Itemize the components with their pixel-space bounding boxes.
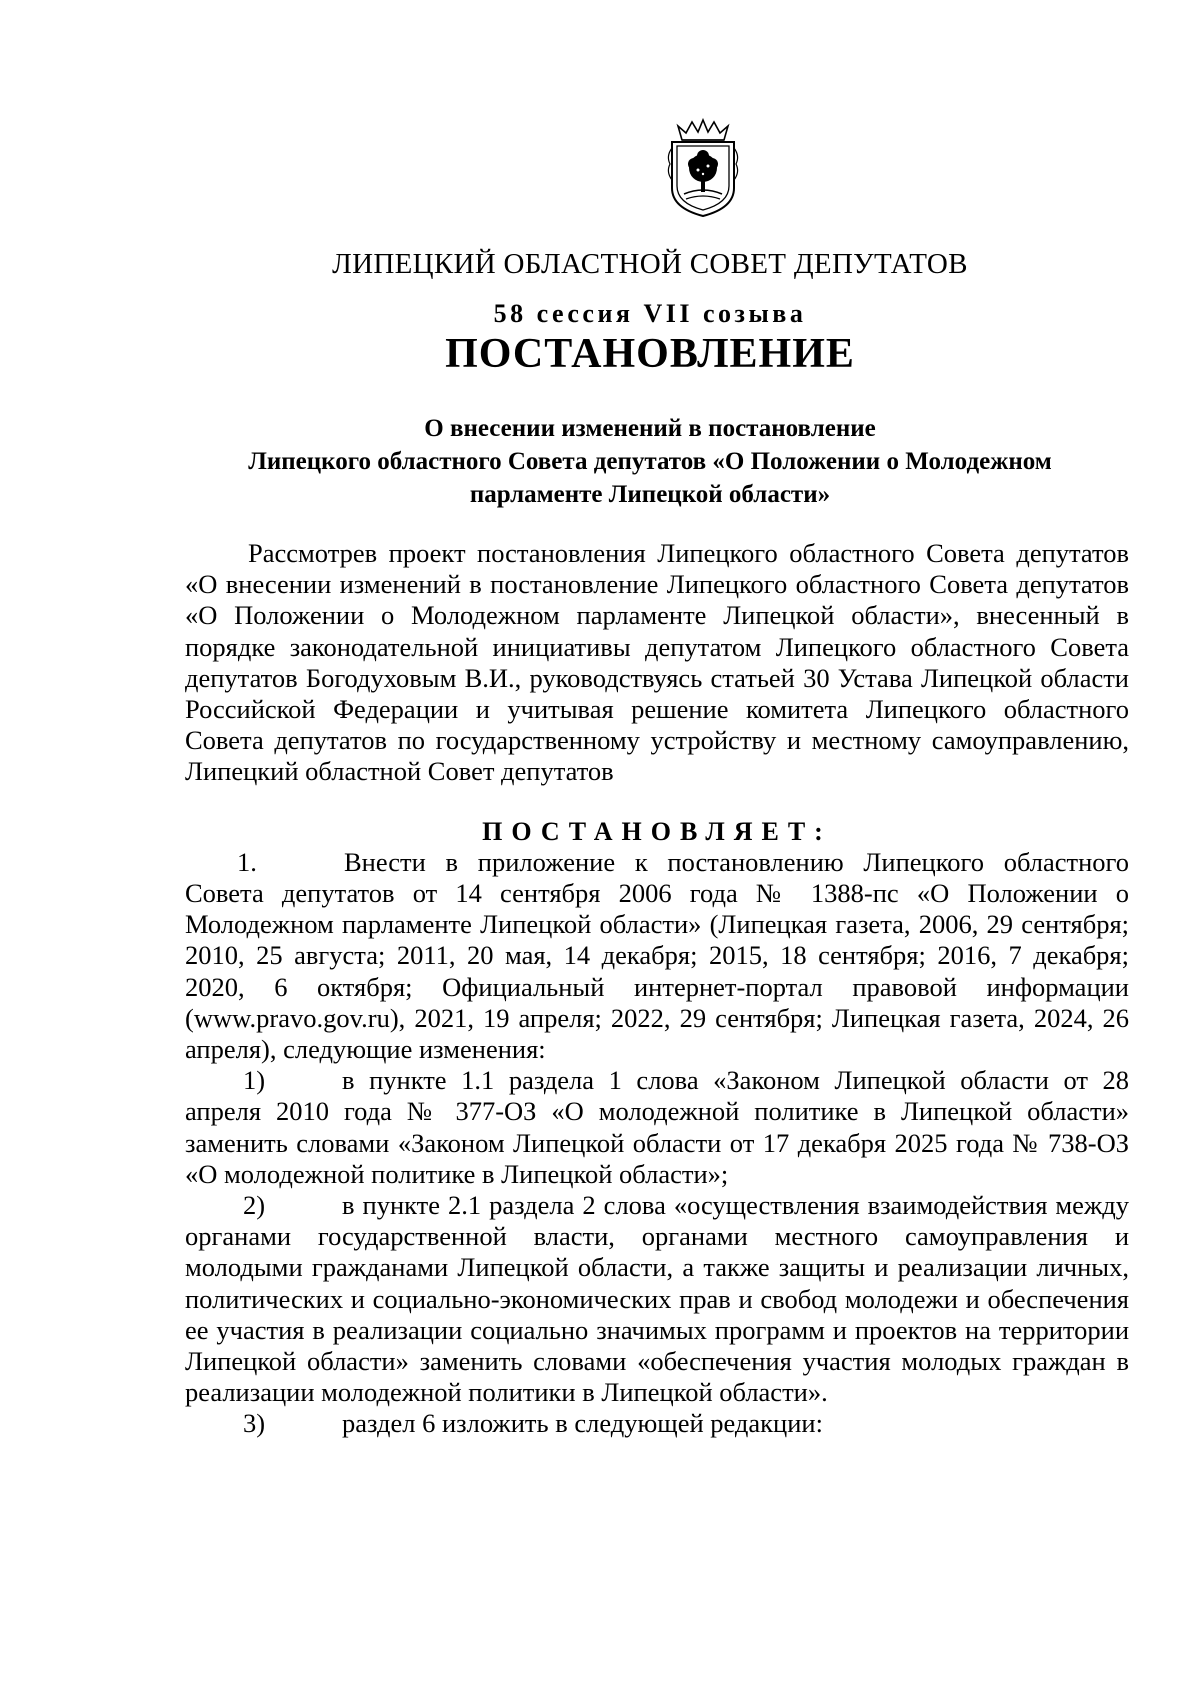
item-1: [185, 847, 1129, 1065]
subitem-text: в пункте 2.1 раздела 2 слова «осуществления взаимодействия между органами государственной власти, органами местного самоуправления и молодыми гражданами Липецкой области, а также защиты и реализации личных, политических и социально-экономических прав и свобод молодежи и обеспечения ее участия в реализации социально значимых программ и проектов на территории Липецкой области» заменить словами «обеспечения участия молодых граждан в реализации молодежной политики в Липецкой области».: [185, 1190, 1129, 1408]
document-type: ПОСТАНОВЛЕНИЕ: [445, 331, 855, 377]
subitem-number: 3): [243, 1408, 266, 1439]
decree-heading: ПОСТАНОВЛЯЕТ:: [482, 816, 832, 846]
title-line-1: О внесении изменений в постановление: [424, 415, 876, 442]
subitem-number: 2): [243, 1190, 266, 1221]
subitem-text: раздел 6 изложить в следующей редакции:: [342, 1408, 823, 1439]
coat-of-arms-icon: [664, 118, 742, 218]
document-title: [180, 412, 1120, 511]
title-line-3: парламенте Липецкой области»: [469, 481, 831, 508]
subitem-text: в пункте 1.1 раздела 1 слова «Законом Липецкой области от 28 апреля 2010 года № 377-ОЗ «О молодежной политике в Липецкой области» заменить словами «Законом Липецкой области от 17 декабря 2025 года № 738-ОЗ «О молодежной политике в Липецкой области»;: [185, 1065, 1129, 1189]
subitem-number: 1): [243, 1065, 266, 1096]
session-info: 58 сессия VII созыва: [493, 299, 807, 328]
item-number: 1.: [237, 846, 257, 877]
subitem-2: [185, 1190, 1129, 1408]
subitem-1: [185, 1065, 1129, 1190]
item-text: Внести в приложение к постановлению Липецкого областного Совета депутатов от 14 сентября 2006 года № 1388-пс «О Положении о Молодежном парламенте Липецкой области» (Липецкая газета, 2006, 29 сентября; 2010, 25 августа; 2011, 20 мая, 14 декабря; 2015, 18 сентября; 2016, 7 декабря; 2020, 6 октября; Официальный интернет-портал правовой информации (www.pravo.gov.ru), 2021, 19 апреля; 2022, 29 сентября; Липецкая газета, 2024, 26 апреля), следующие изменения:: [185, 846, 1129, 1065]
title-line-2: Липецкого областного Совета депутатов «О Положении о Молодежном: [248, 448, 1052, 475]
preamble-paragraph: Рассмотрев проект постановления Липецкого областного Совета депутатов «О внесении изменений в постановление Липецкого областного Совета депутатов «О Положении о Молодежном парламенте Липецкой области», внесенный в порядке законодательной инициативы депутатом Липецкого областного Совета депутатов Богодуховым В.И., руководствуясь статьей 30 Устава Липецкой области Российской Федерации и учитывая решение комитета Липецкого областного Совета депутатов по государственному устройству и местному самоуправлению, Липецкий областной Совет депутатов: [185, 538, 1129, 787]
organization-name: ЛИПЕЦКИЙ ОБЛАСТНОЙ СОВЕТ ДЕПУТАТОВ: [332, 248, 968, 280]
subitem-3: [185, 1408, 1129, 1439]
document-body: [185, 538, 1129, 1440]
